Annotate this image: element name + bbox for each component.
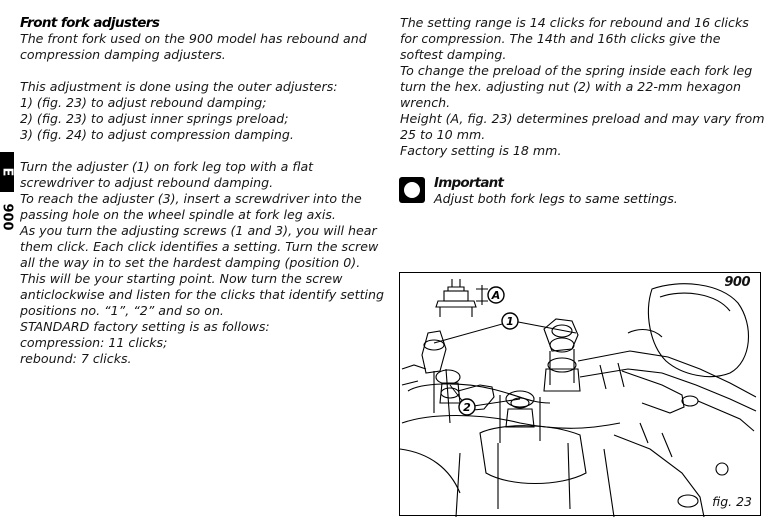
figure-model-label: 900	[724, 275, 750, 290]
instruction-line: rebound: 7 clicks.	[20, 351, 132, 366]
instruction-line: STANDARD factory setting is as follows:	[20, 319, 270, 334]
right-line: wrench.	[400, 95, 451, 110]
right-line: 25 to 10 mm.	[400, 127, 486, 142]
right-line: Height (A, fig. 23) determines preload and may vary from	[400, 111, 765, 126]
right-line: Factory setting is 18 mm.	[400, 143, 562, 158]
right-column	[400, 15, 770, 159]
instruction-line: To reach the adjuster (3), insert a screwdriver into the	[20, 191, 362, 206]
side-model-label-box	[1, 192, 13, 242]
instruction-line: compression: 11 clicks;	[20, 335, 168, 350]
instruction-line: Turn the adjuster (1) on fork leg top with a flat	[20, 159, 314, 174]
figure-23	[399, 272, 761, 516]
figure-caption: fig. 23	[712, 494, 752, 509]
adjuster-line: 3) (fig. 24) to adjust compression damping.	[20, 127, 294, 142]
adjuster-line: This adjustment is done using the outer adjusters:	[20, 79, 338, 94]
language-tab	[0, 152, 14, 192]
right-line: for compression. The 14th and 16th clicks give the	[400, 31, 721, 46]
left-column	[20, 15, 395, 367]
intro-line: compression damping adjusters.	[20, 47, 226, 62]
right-line: softest damping.	[400, 47, 507, 62]
instruction-line: As you turn the adjusting screws (1 and 3), you will hear	[20, 223, 377, 238]
adjuster-line: 2) (fig. 23) to adjust inner springs preload;	[20, 111, 289, 126]
instruction-line: This will be your starting point. Now turn the screw	[20, 271, 343, 286]
instruction-line: passing hole on the wheel spindle at fork leg axis.	[20, 207, 336, 222]
important-title: Important	[434, 175, 504, 191]
language-tab-letter: E	[0, 167, 15, 177]
instruction-line: all the way in to set the hardest damping (position 0).	[20, 255, 361, 270]
side-model-label: 900	[0, 203, 15, 231]
adjuster-line: 1) (fig. 23) to adjust rebound damping;	[20, 95, 267, 110]
right-line: To change the preload of the spring inside each fork leg	[400, 63, 753, 78]
section-heading: Front fork adjusters	[20, 15, 160, 31]
right-line: The setting range is 14 clicks for rebound and 16 clicks	[400, 15, 749, 30]
callout-a: A	[491, 289, 501, 302]
fork-illustration	[400, 273, 762, 517]
callout-2: 2	[463, 401, 471, 414]
important-icon	[399, 177, 425, 203]
instruction-line: screwdriver to adjust rebound damping.	[20, 175, 274, 190]
important-text: Adjust both fork legs to same settings.	[434, 191, 678, 206]
callout-1: 1	[506, 315, 514, 328]
instruction-line: anticlockwise and listen for the clicks that identify setting	[20, 287, 385, 302]
instruction-line: them click. Each click identifies a setting. Turn the screw	[20, 239, 379, 254]
right-line: turn the hex. adjusting nut (2) with a 22-mm hexagon	[400, 79, 741, 94]
intro-line: The front fork used on the 900 model has rebound and	[20, 31, 367, 46]
instruction-line: positions no. “1”, “2” and so on.	[20, 303, 224, 318]
